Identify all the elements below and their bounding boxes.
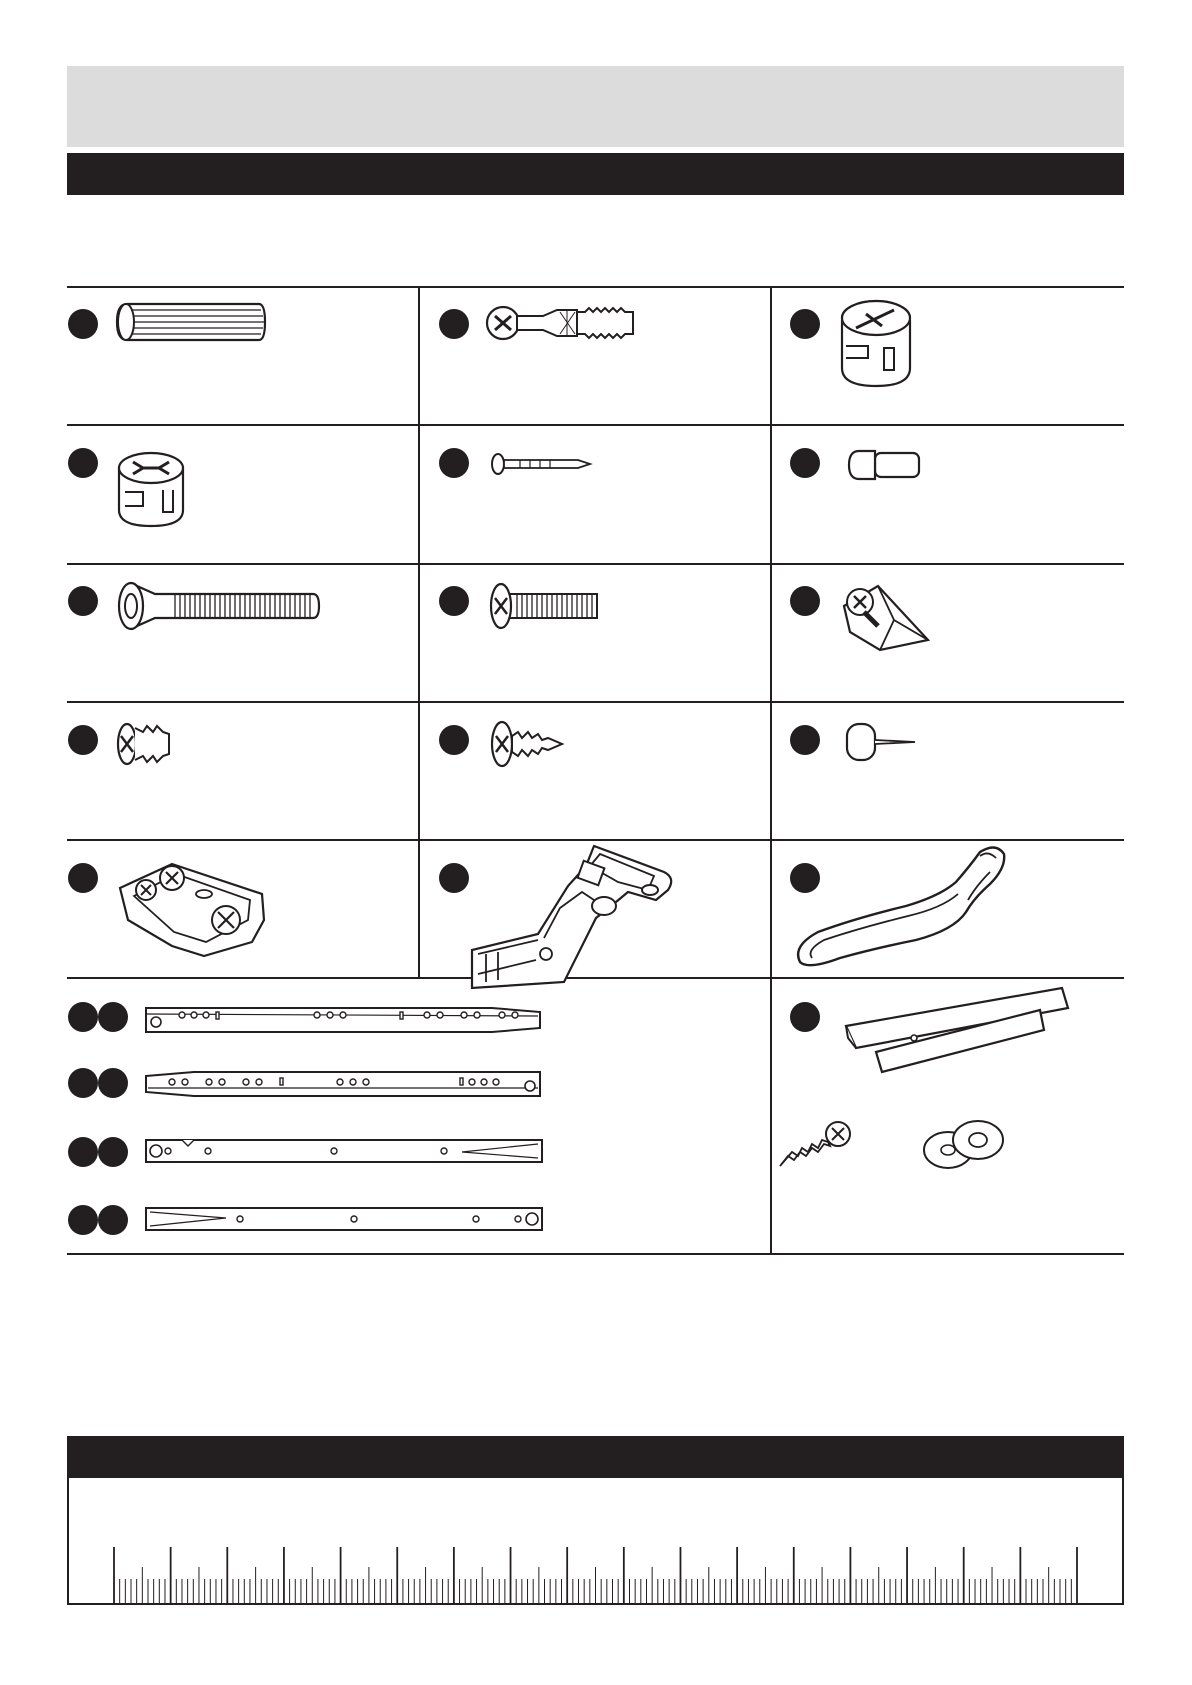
wood-screw-icon bbox=[490, 718, 566, 770]
cabinet-runner-right-icon bbox=[142, 1204, 546, 1234]
ruler-box bbox=[67, 1478, 1124, 1605]
handle-icon bbox=[790, 842, 1022, 974]
cam-lock-icon bbox=[115, 450, 187, 530]
ruler bbox=[69, 1478, 1124, 1605]
grid-line bbox=[770, 286, 772, 1255]
part-badge bbox=[439, 448, 469, 478]
part-badge bbox=[68, 586, 98, 616]
part-badge bbox=[439, 309, 469, 339]
drawer-runner-left-icon bbox=[142, 1004, 544, 1034]
grid-line bbox=[67, 839, 1124, 841]
wooden-dowel-icon bbox=[115, 300, 265, 344]
part-badge bbox=[790, 586, 820, 616]
grid-line bbox=[67, 563, 1124, 565]
ruler-title-bar bbox=[67, 1436, 1124, 1478]
part-badge bbox=[439, 586, 469, 616]
header-banner bbox=[67, 66, 1124, 147]
grid-line bbox=[67, 424, 1124, 426]
part-badge bbox=[68, 1002, 98, 1032]
part-badge bbox=[439, 725, 469, 755]
shelf-support-icon bbox=[845, 447, 925, 483]
part-badge bbox=[68, 863, 98, 893]
part-badge bbox=[98, 1205, 128, 1235]
corner-block-icon bbox=[838, 578, 932, 654]
grid-line bbox=[67, 286, 1124, 288]
long-bolt-icon bbox=[115, 580, 321, 632]
cabinet-runner-left-icon bbox=[142, 1136, 546, 1166]
part-badge bbox=[790, 448, 820, 478]
grid-line bbox=[67, 701, 1124, 703]
drawer-runner-right-icon bbox=[142, 1068, 544, 1100]
section-bar bbox=[67, 153, 1124, 195]
part-badge bbox=[790, 725, 820, 755]
hinge-plate-icon bbox=[114, 856, 274, 960]
part-badge bbox=[68, 1137, 98, 1167]
part-badge bbox=[68, 725, 98, 755]
grid-line bbox=[67, 1253, 1124, 1255]
part-badge bbox=[68, 1068, 98, 1098]
part-badge bbox=[68, 448, 98, 478]
part-badge bbox=[790, 309, 820, 339]
hinge-icon bbox=[468, 842, 708, 990]
cam-bolt-icon bbox=[485, 298, 655, 348]
part-badge bbox=[68, 309, 98, 339]
part-badge bbox=[98, 1068, 128, 1098]
wall-fixing-kit-icon bbox=[776, 984, 1072, 1174]
part-badge bbox=[98, 1002, 128, 1032]
nail-icon bbox=[490, 452, 595, 476]
machine-screw-icon bbox=[487, 580, 601, 632]
cam-lock-large-icon bbox=[838, 298, 918, 390]
part-badge bbox=[68, 1205, 98, 1235]
part-badge bbox=[98, 1137, 128, 1167]
glide-tack-icon bbox=[843, 720, 923, 764]
grid-line bbox=[418, 286, 420, 979]
euro-screw-icon bbox=[115, 720, 175, 768]
part-badge bbox=[439, 863, 469, 893]
